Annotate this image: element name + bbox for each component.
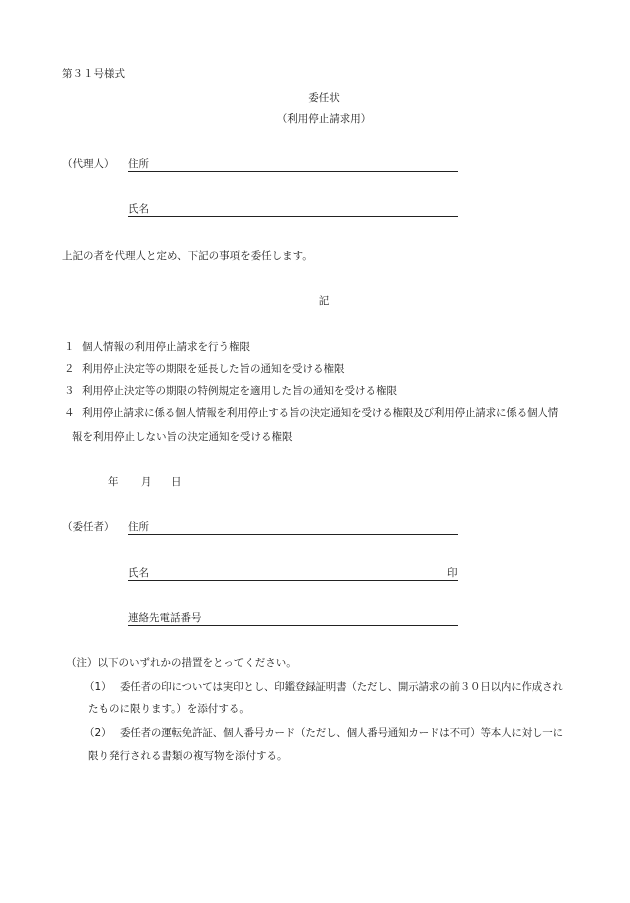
principal-name-label: 氏名 <box>128 567 149 579</box>
seal-mark: 印 <box>447 567 458 579</box>
date-day: 日 <box>171 476 182 488</box>
note-2-num: （2） <box>84 727 112 739</box>
note-1-line2: たものに限ります。）を添付する。 <box>88 703 250 715</box>
page-subtitle: （利用停止請求用） <box>276 113 372 125</box>
principal-label: （委任者） <box>62 521 115 533</box>
agent-label: （代理人） <box>62 158 115 170</box>
note-1-line1: 委任者の印については実印とし、印鑑登録証明書（ただし、開示請求の前３０日以内に作成され <box>120 681 563 693</box>
item-4-num: ４ <box>64 407 75 419</box>
page-title: 委任状 <box>308 92 340 104</box>
statement: 上記の者を代理人と定め、下記の事項を委任します。 <box>62 250 313 262</box>
item-2-text: 利用停止決定等の期限を延長した旨の通知を受ける権限 <box>82 363 345 375</box>
principal-address-line[interactable] <box>128 534 458 535</box>
item-4-text: 利用停止請求に係る個人情報を利用停止する旨の決定通知を受ける権限及び利用停止請求に係る個人情 <box>82 407 559 419</box>
item-3-num: ３ <box>64 385 75 397</box>
item-1-text: 個人情報の利用停止請求を行う権限 <box>82 341 250 353</box>
note-2-line1: 委任者の運転免許証、個人番号カード（ただし、個人番号通知カードは不可）等本人に対し一に <box>120 727 563 739</box>
note-1-num: （1） <box>84 681 112 693</box>
agent-name-line[interactable] <box>128 216 458 217</box>
ki-heading: 記 <box>318 295 330 307</box>
note-2-line2: 限り発行される書類の複写物を添付する。 <box>88 750 288 762</box>
item-4-text-cont: 報を利用停止しない旨の決定通知を受ける権限 <box>72 431 293 443</box>
principal-address-label: 住所 <box>128 521 149 533</box>
note-heading: （注）以下のいずれかの措置をとってください。 <box>66 657 297 669</box>
agent-name-label: 氏名 <box>128 203 149 215</box>
item-1-num: １ <box>64 341 75 353</box>
agent-address-label: 住所 <box>128 158 149 170</box>
phone-label: 連絡先電話番号 <box>128 612 202 624</box>
form-number: 第３１号様式 <box>62 68 125 80</box>
principal-name-line[interactable] <box>128 580 458 581</box>
item-3-text: 利用停止決定等の期限の特例規定を適用した旨の通知を受ける権限 <box>82 385 397 397</box>
date-year: 年 <box>108 476 119 488</box>
phone-line[interactable] <box>128 625 458 626</box>
agent-address-line[interactable] <box>128 171 458 172</box>
item-2-num: ２ <box>64 363 75 375</box>
date-month: 月 <box>141 476 152 488</box>
